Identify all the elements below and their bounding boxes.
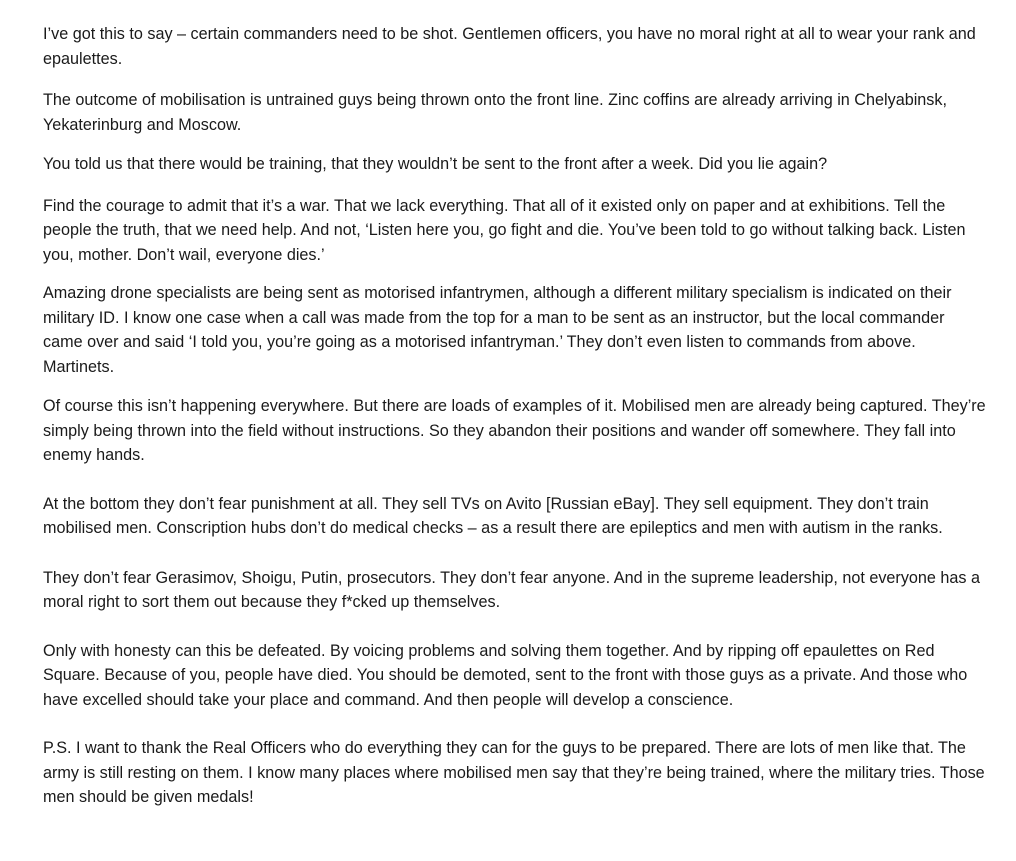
paragraph: I’ve got this to say – certain commanders need to be shot. Gentlemen officers, you have no moral right at all to wear your rank and epaulettes. bbox=[43, 25, 976, 68]
paragraph: Of course this isn’t happening everywhere. But there are loads of examples of it. Mobilised men are already being captured. They’re simply being thrown into the field without instructions. So they abandon their positions and wander off somewhere. They fall into enemy hands. bbox=[43, 397, 986, 464]
paragraph: You told us that there would be training, that they wouldn’t be sent to the front after a week. Did you lie again? bbox=[43, 155, 828, 173]
paragraph: P.S. I want to thank the Real Officers who do everything they can for the guys to be prepared. There are lots of men like that. The army is still resting on them. I know many places where mobilised men say that they’re being trained, where the military tries. Those men should be given medals! bbox=[43, 739, 985, 806]
paragraph: At the bottom they don’t fear punishment at all. They sell TVs on Avito [Russian eBay]. They sell equipment. They don’t train mobilised men. Conscription hubs don’t do medical checks – as a result there are epileptics and men with autism in the ranks. bbox=[43, 494, 943, 537]
paragraph: Only with honesty can this be defeated. By voicing problems and solving them together. And by ripping off epaulettes on Red Square. Because of you, people have died. You should be demoted, sent to the front with those guys as a private. And those who have excelled should take your place and command. And then people will develop a conscience. bbox=[43, 641, 968, 709]
paragraph: Amazing drone specialists are being sent as motorised infantrymen, although a different military specialism is indicated on their military ID. I know one case when a call was made from the top for a man to be sent as an instructor, but the local commander came over and said ‘I told you, you’re going as a motorised infantryman.’ They don’t even listen to commands from above. Martinets. bbox=[43, 284, 952, 376]
paragraph: They don’t fear Gerasimov, Shoigu, Putin, prosecutors. They don’t fear anyone. And in the supreme leadership, not everyone has a moral right to sort them out because they f*cked up themselves. bbox=[43, 568, 981, 611]
paragraph: Find the courage to admit that it’s a war. That we lack everything. That all of it existed only on paper and at exhibitions. Tell the people the truth, that we need help. And not, ‘Listen here you, go fight and die. You’ve been told to go without talking back. Listen you, mother. Don’t wail, everyone dies.’ bbox=[43, 196, 966, 264]
document-body bbox=[43, 22, 988, 810]
paragraph: The outcome of mobilisation is untrained guys being thrown onto the front line. Zinc coffins are already arriving in Chelyabinsk, Yekaterinburg and Moscow. bbox=[43, 91, 947, 134]
